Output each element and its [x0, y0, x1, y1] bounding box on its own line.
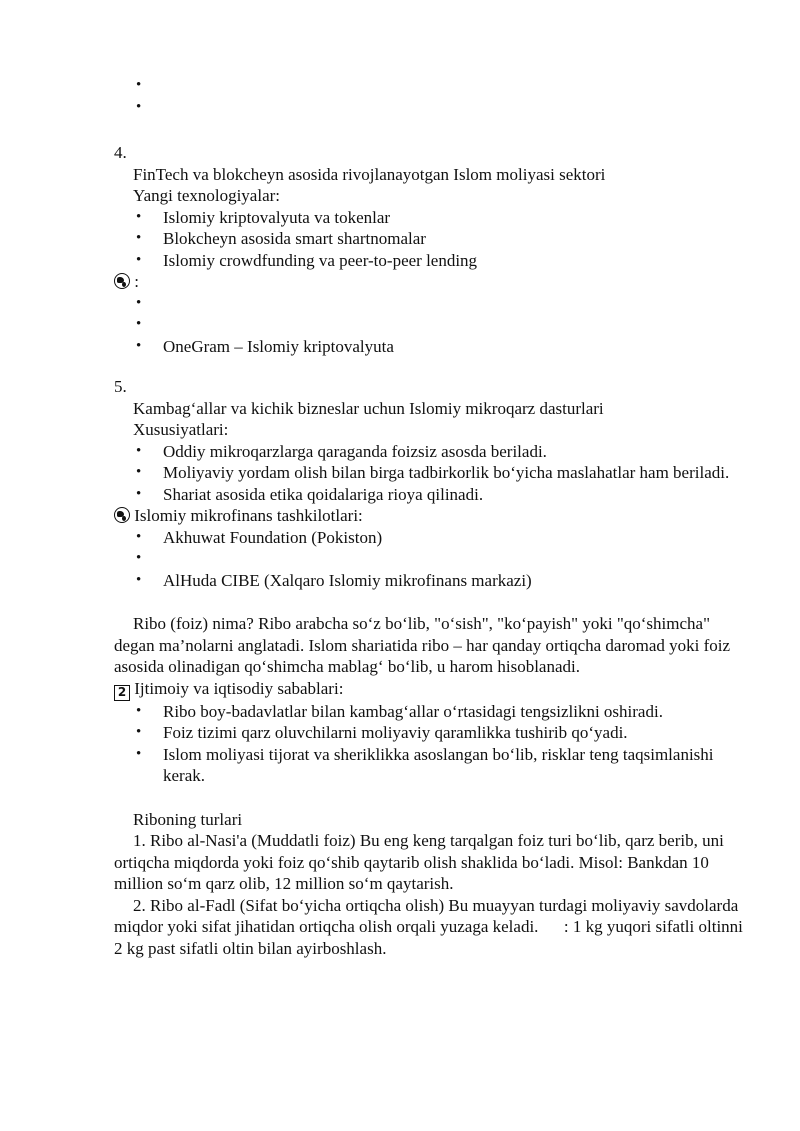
- list-item: [163, 293, 754, 315]
- list-item: [163, 548, 754, 570]
- number-2-icon: 2: [114, 685, 130, 701]
- list-item: • Foiz tizimi qarz oluvchilarni moliyaviy qaramlikka tushirib qo‘yadi.: [163, 722, 754, 744]
- list-item: [163, 314, 754, 336]
- organizations-heading: Islomiy mikrofinans tashkilotlari:: [114, 505, 754, 527]
- section-4-subtitle: Yangi texnologiyalar:: [133, 186, 281, 205]
- list-item: [163, 75, 754, 97]
- ribo-type-1-paragraph: 1. Ribo al-Nasi'a (Muddatli foiz) Bu eng keng tarqalgan foiz turi bo‘lib, qarz berib, uni ortiqcha miqdorda yoki foiz qo‘shib qaytarib olish shaklida bo‘ladi. Misol: Bankdan 10 million so‘m qarz olib, 12 million so‘m qaytarish.: [114, 831, 724, 893]
- list-item: • Islomiy kriptovalyuta va tokenlar: [163, 207, 754, 229]
- list-item: • Islom moliyasi tijorat va sheriklikka asoslangan bo‘lib, risklar teng taqsimlanishi kerak.: [163, 744, 754, 787]
- list-item: • AlHuda CIBE (Xalqaro Islomiy mikrofinans markazi): [163, 570, 754, 592]
- reasons-list: [114, 701, 754, 787]
- ribo-type-2-paragraph: 2. Ribo al-Fadl (Sifat bo‘yicha ortiqcha olish) Bu muayyan turdagi moliyaviy savdolarda miqdor yoki sifat jihatidan ortiqcha olish orqali yuzaga keladi. : 1 kg yuqori sifatli oltinni 2 kg past sifatli oltin bilan ayirboshlash.: [114, 895, 748, 958]
- section-number-5: 5.: [114, 377, 127, 396]
- section-4-title: FinTech va blokcheyn asosida rivojlanayotgan Islom moliyasi sektori: [133, 164, 606, 184]
- section-number-4: 4.: [114, 143, 127, 162]
- ribo-types-heading: Riboning turlari: [133, 809, 243, 829]
- technology-list: [114, 207, 754, 272]
- section-5-title: Kambag‘allar va kichik bizneslar uchun Islomiy mikroqarz dasturlari: [133, 398, 604, 418]
- list-item: • OneGram – Islomiy kriptovalyuta: [163, 336, 754, 358]
- list-item: • Akhuwat Foundation (Pokiston): [163, 527, 754, 549]
- reasons-heading: 2 Ijtimoiy va iqtisodiy sabablari:: [114, 678, 754, 701]
- empty-bullet-list: [114, 75, 754, 118]
- examples-heading: :: [114, 271, 754, 293]
- list-item: • Oddiy mikroqarzlarga qaraganda foizsiz asosda beriladi.: [163, 441, 754, 463]
- list-item: • Ribo boy-badavlatlar bilan kambag‘allar o‘rtasidagi tengsizlikni oshiradi.: [163, 701, 754, 723]
- globe-icon: [114, 507, 130, 523]
- list-item: • Shariat asosida etika qoidalariga rioya qilinadi.: [163, 484, 754, 506]
- document-page: [114, 0, 754, 959]
- examples-list: [114, 293, 754, 358]
- features-list: [114, 441, 754, 506]
- list-item: • Moliyaviy yordam olish bilan birga tadbirkorlik bo‘yicha maslahatlar ham beriladi.: [163, 462, 754, 484]
- globe-icon: [114, 273, 130, 289]
- ribo-intro-paragraph: Ribo (foiz) nima? Ribo arabcha so‘z bo‘lib, "o‘sish", "ko‘payish" yoki "qo‘shimcha" degan ma’nolarni anglatadi. Islom shariatida ribo – har qanday ortiqcha daromad yoki foiz asosida olinadigan qo‘shimcha mablag‘ bo‘lib, u harom hisoblanadi.: [114, 614, 731, 676]
- section-5-subtitle: Xususiyatlari:: [133, 420, 229, 439]
- list-item: [163, 97, 754, 119]
- list-item: • Islomiy crowdfunding va peer-to-peer lending: [163, 250, 754, 272]
- list-item: • Blokcheyn asosida smart shartnomalar: [163, 228, 754, 250]
- organizations-list: [114, 527, 754, 592]
